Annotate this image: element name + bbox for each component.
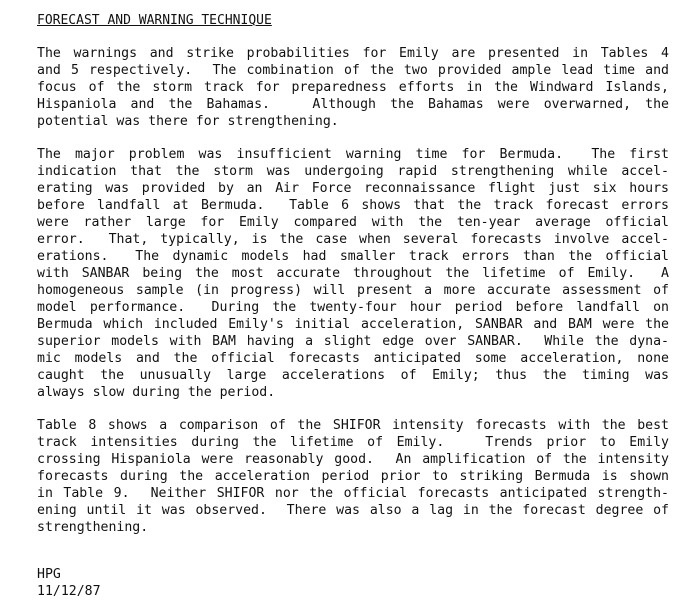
text-line: mic models and the official forecasts anticipated some acceleration, none (37, 351, 669, 366)
document-page (37, 12, 669, 600)
text-line: forecasts during the acceleration period prior to striking Bermuda is shown (37, 469, 669, 484)
paragraph (37, 45, 669, 130)
text-line: crossing Hispaniola were reasonably good. An amplification of the intensity (37, 452, 669, 467)
text-line: The major problem was insufficient warning time for Bermuda. The first (37, 147, 669, 162)
body-text (37, 45, 669, 536)
text-line: Hispaniola and the Bahamas. Although the Bahamas were overwarned, the (37, 97, 669, 112)
text-line: ening until it was observed. There was also a lag in the forecast degree of (37, 503, 669, 518)
paragraph (37, 146, 669, 401)
text-line: were rather large for Emily compared with the ten-year average official (37, 215, 669, 230)
text-line: homogeneous sample (in progress) will present a more accurate assessment of (37, 283, 669, 298)
text-line: focus of the storm track for preparedness efforts in the Windward Islands, (37, 80, 669, 95)
text-line: potential was there for strengthening. (37, 114, 339, 129)
author-initials: HPG (37, 567, 61, 582)
text-line: track intensities during the lifetime of Emily. Trends prior to Emily (37, 435, 669, 450)
text-line: superior models with BAM having a slight edge over SANBAR. While the dyna- (37, 334, 669, 349)
document-date: 11/12/87 (37, 584, 101, 599)
text-line: Bermuda which included Emily's initial acceleration, SANBAR and BAM were the (37, 317, 669, 332)
text-line: model performance. During the twenty-four hour period before landfall on (37, 300, 669, 315)
text-line: erating was provided by an Air Force reconnaissance flight just six hours (37, 181, 669, 196)
signature-block (37, 566, 669, 600)
text-line: caught the unusually large accelerations of Emily; thus the timing was (37, 368, 669, 383)
text-line: strengthening. (37, 520, 149, 535)
section-heading: FORECAST AND WARNING TECHNIQUE (37, 13, 272, 28)
text-line: in Table 9. Neither SHIFOR nor the official forecasts anticipated strength- (37, 486, 669, 501)
text-line: always slow during the period. (37, 385, 276, 400)
text-line: and 5 respectively. The combination of the two provided ample lead time and (37, 63, 669, 78)
text-line: with SANBAR being the most accurate throughout the lifetime of Emily. A (37, 266, 669, 281)
text-line: indication that the storm was undergoing rapid strengthening while accel- (37, 164, 669, 179)
text-line: erations. The dynamic models had smaller track errors than the official (37, 249, 669, 264)
paragraph (37, 417, 669, 536)
text-line: error. That, typically, is the case when several forecasts involve accel- (37, 232, 669, 247)
text-line: The warnings and strike probabilities for Emily are presented in Tables 4 (37, 46, 669, 61)
text-line: before landfall at Bermuda. Table 6 shows that the track forecast errors (37, 198, 669, 213)
text-line: Table 8 shows a comparison of the SHIFOR intensity forecasts with the best (37, 418, 669, 433)
